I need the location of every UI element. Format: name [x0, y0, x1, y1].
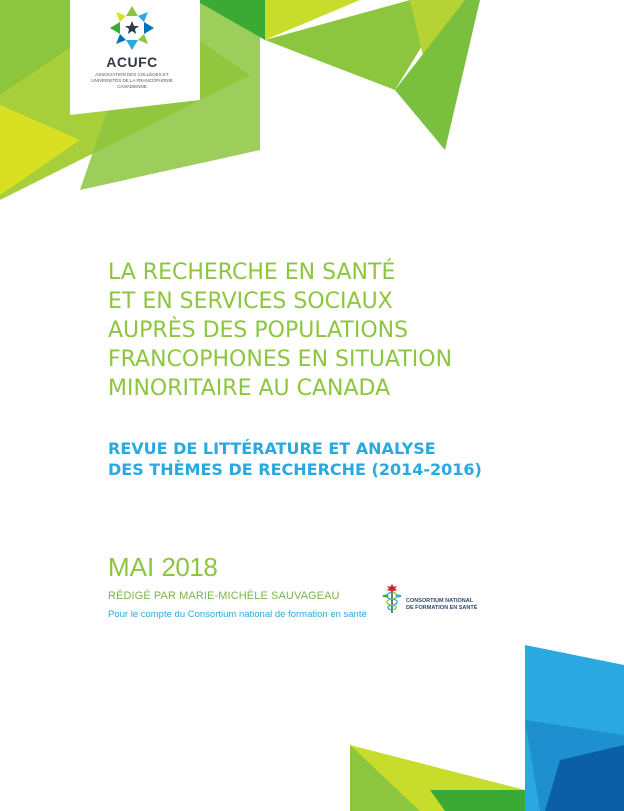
cnfs-logo	[380, 584, 490, 616]
client-credit: Pour le compte du Consortium national de formation en santé	[108, 609, 367, 620]
title-line: MINORITAIRE AU CANADA	[108, 376, 391, 401]
title-line: ET EN SERVICES SOCIAUX	[108, 289, 393, 314]
title-line: LA RECHERCHE EN SANTÉ	[108, 260, 396, 285]
document-subtitle	[108, 438, 578, 480]
acufc-logo	[86, 4, 178, 90]
flower-logo-icon	[108, 4, 156, 52]
caduceus-leaf-icon	[380, 584, 404, 614]
publication-date	[108, 553, 217, 581]
cnfs-wordmark	[406, 598, 477, 612]
title-line: FRANCOPHONES EN SITUATION	[108, 347, 453, 372]
author-credit: RÉDIGÉ PAR MARIE-MICHÈLE SAUVAGEAU	[108, 590, 340, 602]
decor-triangle	[430, 790, 525, 811]
document-title	[108, 258, 578, 403]
logo-wordmark: ACUFC	[106, 54, 158, 70]
logo-subtitle: ASSOCIATION DES COLLÈGES ET UNIVERSITÉS DE LA FRANCOPHONIE CANADIENNE	[91, 72, 173, 89]
subtitle-line: DES THÈMES DE RECHERCHE (2014-2016)	[108, 460, 482, 479]
date-year: 2018	[161, 552, 218, 582]
cnfs-line: CONSORTIUM NATIONAL	[406, 598, 474, 604]
cnfs-line: DE FORMATION EN SANTÉ	[406, 605, 478, 611]
date-month: MAI	[108, 552, 155, 582]
subtitle-line: REVUE DE LITTÉRATURE ET ANALYSE	[108, 439, 436, 458]
title-line: AUPRÈS DES POPULATIONS	[108, 318, 409, 343]
